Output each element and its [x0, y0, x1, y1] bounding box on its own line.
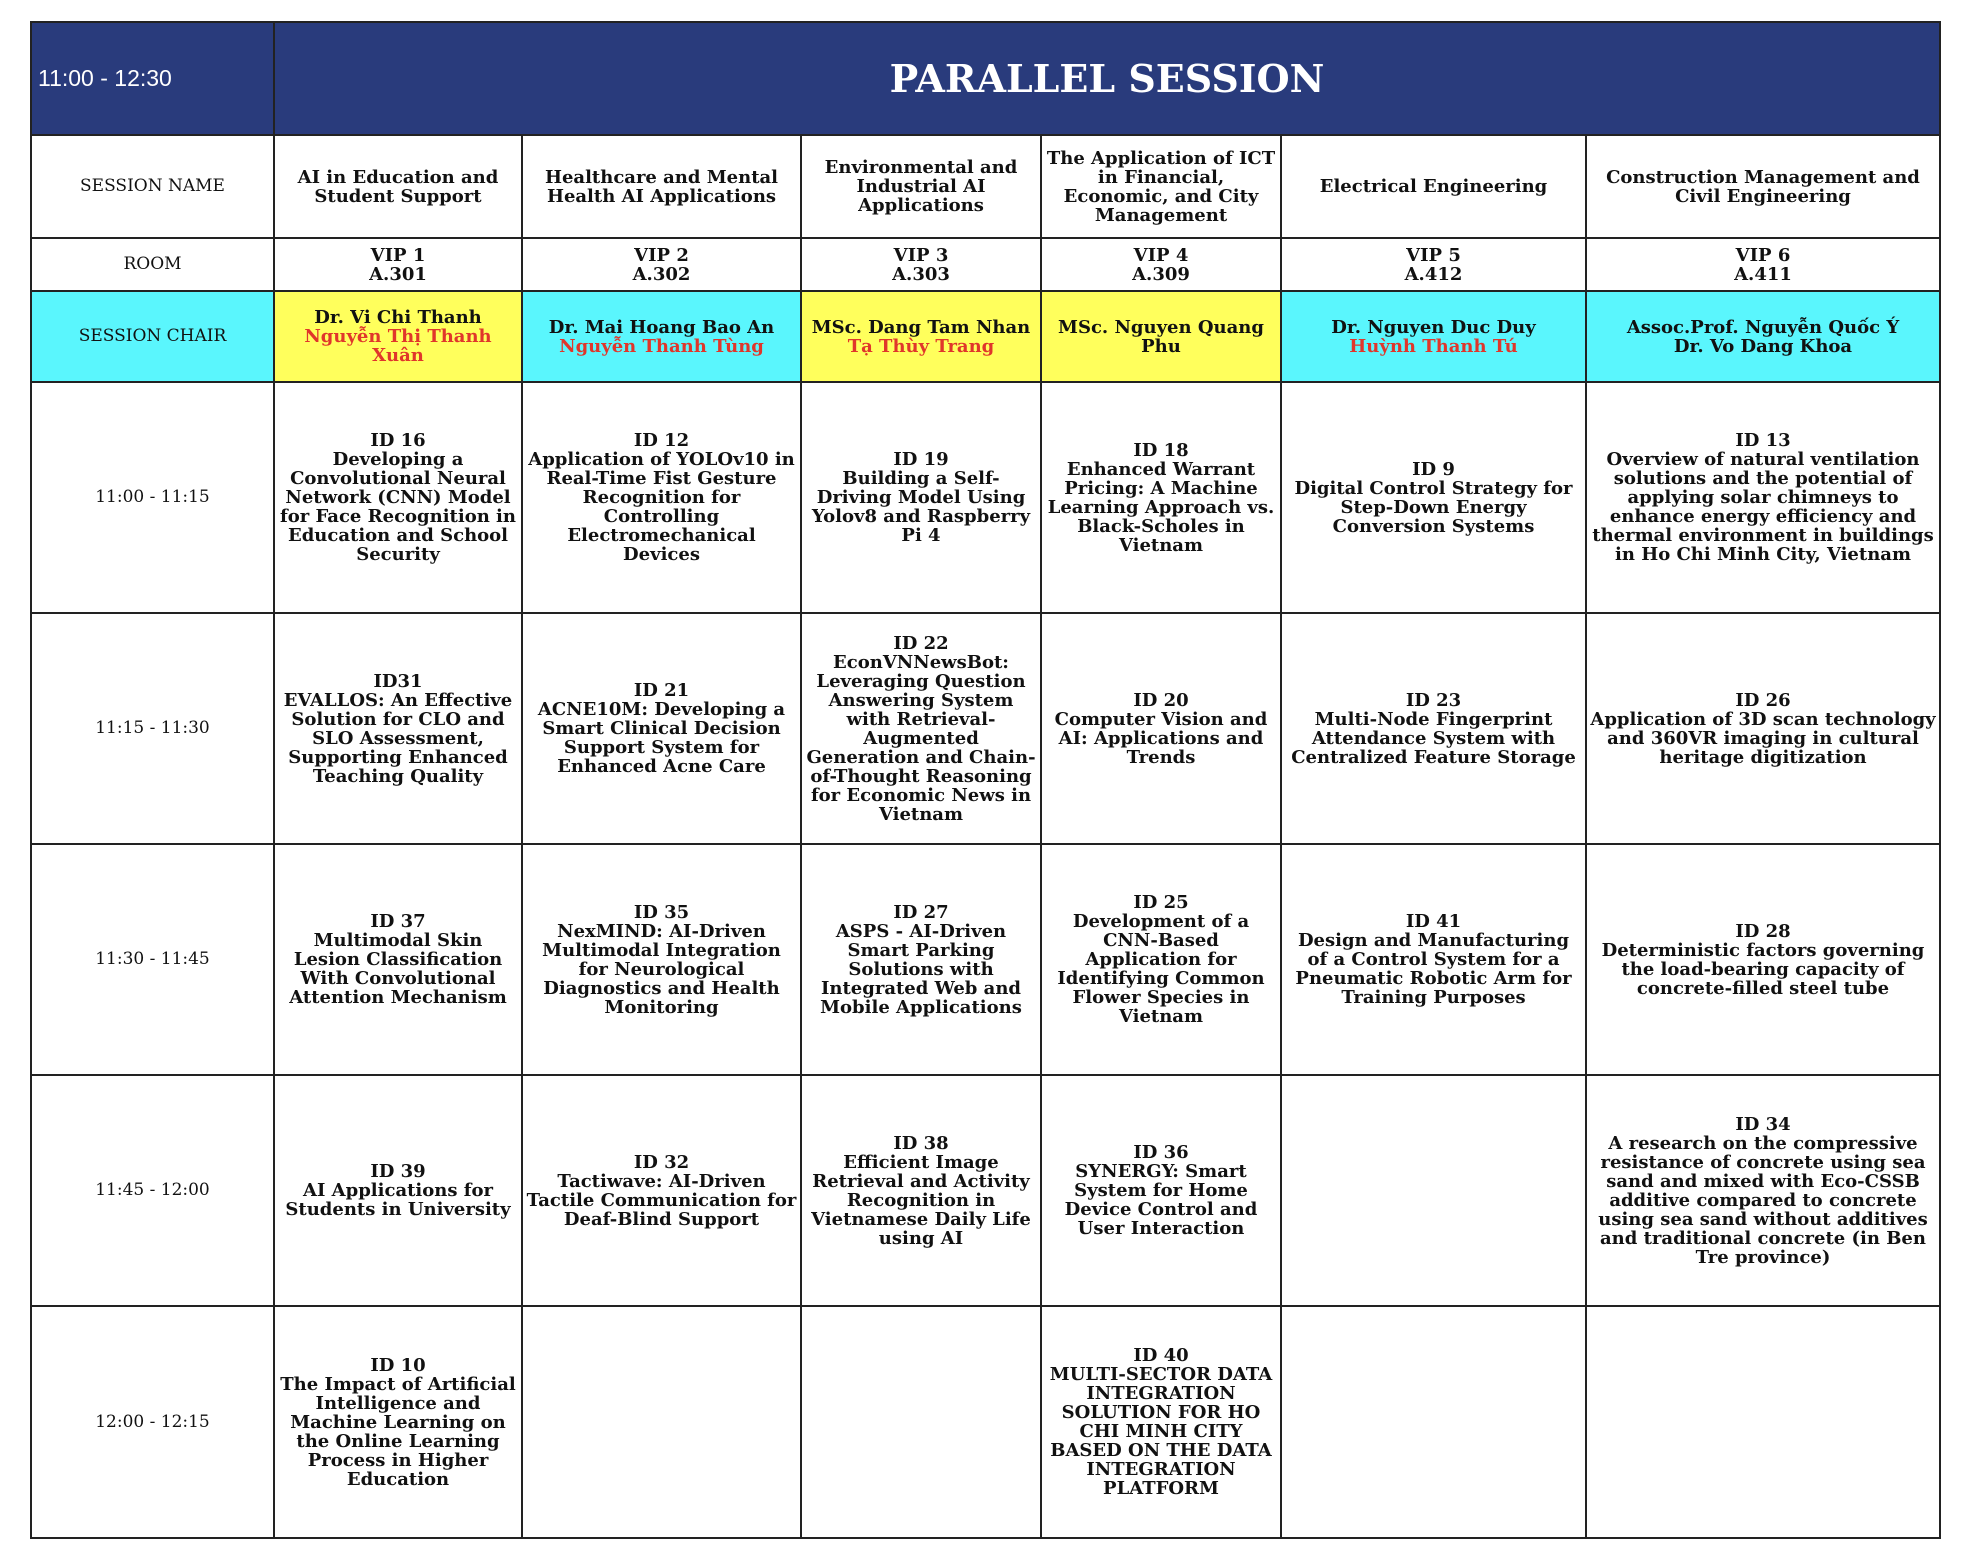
row-label-room: ROOM [31, 238, 274, 291]
time-slot-label: 11:30 - 11:45 [31, 844, 274, 1075]
talk-cell: ID31 EVALLOS: An Effective Solution for CLO and SLO Assessment, Supporting Enhanced Teaching Quality [274, 613, 522, 844]
room-code: VIP 1 [370, 244, 426, 266]
talk-cell: ID 28 Deterministic factors governing the load-bearing capacity of concrete-filled steel tube [1586, 844, 1940, 1075]
talk-cell: ID 37 Multimodal Skin Lesion Classification With Convolutional Attention Mechanism [274, 844, 522, 1075]
talk-cell: ID 32 Tactiwave: AI-Driven Tactile Communication for Deaf-Blind Support [522, 1075, 801, 1306]
room-code: VIP 3 [893, 244, 949, 266]
session-name-row [31, 135, 1940, 238]
talk-cell: ID 10 The Impact of Artificial Intelligence and Machine Learning on the Online Learning Process in Higher Education [274, 1306, 522, 1538]
chair-primary: Dr. Mai Hoang Bao An [548, 316, 775, 338]
talk-cell: ID 20 Computer Vision and AI: Applications and Trends [1041, 613, 1281, 844]
talk-cell: ID 27 ASPS - AI-Driven Smart Parking Solutions with Integrated Web and Mobile Applications [801, 844, 1041, 1075]
room-cell [1586, 238, 1940, 291]
talk-cell: ID 21 ACNE10M: Developing a Smart Clinical Decision Support System for Enhanced Acne Care [522, 613, 801, 844]
chair-primary: MSc. Nguyen Quang Phu [1058, 316, 1264, 357]
room-number: A.411 [1734, 263, 1792, 285]
talk-cell: ID 16 Developing a Convolutional Neural Network (CNN) Model for Face Recognition in Education and School Security [274, 382, 522, 613]
time-slot-label: 11:00 - 11:15 [31, 382, 274, 613]
talk-cell: ID 9 Digital Control Strategy for Step-Down Energy Conversion Systems [1281, 382, 1586, 613]
page-title: PARALLEL SESSION [274, 22, 1940, 135]
chair-secondary: Nguyễn Thanh Tùng [559, 335, 764, 357]
talk-cell: ID 13 Overview of natural ventilation solutions and the potential of applying solar chimneys to enhance energy efficiency and thermal environment in buildings in Ho Chi Minh City, Vietnam [1586, 382, 1940, 613]
talk-cell: ID 34 A research on the compressive resistance of concrete using sea sand and mixed with Eco-CSSB additive compared to concrete using sea sand without additives and traditional concrete (in Ben Tre province) [1586, 1075, 1940, 1306]
chair-primary: Dr. Vi Chi Thanh [314, 307, 482, 328]
room-code: VIP 4 [1133, 244, 1189, 266]
chair-primary: Dr. Vo Dang Khoa [1673, 335, 1853, 357]
row-label-session-name: SESSION NAME [31, 135, 274, 238]
chair-primary: Assoc.Prof. Nguyễn Quốc Ý [1626, 316, 1900, 338]
room-code: VIP 5 [1406, 244, 1461, 266]
room-cell [274, 238, 522, 291]
session-chair-row [31, 291, 1940, 382]
session-name: AI in Education and Student Support [274, 135, 522, 238]
header-row [31, 22, 1940, 135]
chair-cell [274, 291, 522, 382]
chair-cell [1586, 291, 1940, 382]
talk-cell: ID 40 MULTI-SECTOR DATA INTEGRATION SOLUTION FOR HO CHI MINH CITY BASED ON THE DATA INTEGRATION PLATFORM [1041, 1306, 1281, 1538]
chair-cell [1281, 291, 1586, 382]
room-number: A.309 [1132, 263, 1190, 285]
talk-cell: ID 39 AI Applications for Students in University [274, 1075, 522, 1306]
talk-cell [801, 1306, 1041, 1538]
time-slot-row [31, 1306, 1940, 1538]
talk-cell: ID 12 Application of YOLOv10 in Real-Time Fist Gesture Recognition for Controlling Electromechanical Devices [522, 382, 801, 613]
time-slot-label: 12:00 - 12:15 [31, 1306, 274, 1538]
chair-secondary: Tạ Thùy Trang [847, 335, 995, 357]
chair-primary: Dr. Nguyen Duc Duy [1331, 316, 1536, 338]
chair-primary: MSc. Dang Tam Nhan [811, 316, 1031, 338]
talk-cell: ID 36 SYNERGY: Smart System for Home Device Control and User Interaction [1041, 1075, 1281, 1306]
session-name: The Application of ICT in Financial, Economic, and City Management [1041, 135, 1281, 238]
talk-cell: ID 23 Multi-Node Fingerprint Attendance System with Centralized Feature Storage [1281, 613, 1586, 844]
parallel-session-schedule [30, 21, 1941, 1539]
chair-secondary: Huỳnh Thanh Tú [1349, 335, 1518, 357]
room-number: A.301 [369, 263, 427, 285]
talk-cell [1281, 1075, 1586, 1306]
session-name: Electrical Engineering [1281, 135, 1586, 238]
talk-cell [1281, 1306, 1586, 1538]
session-name: Healthcare and Mental Health AI Applications [522, 135, 801, 238]
room-cell [1041, 238, 1281, 291]
time-slot-label: 11:45 - 12:00 [31, 1075, 274, 1306]
room-cell [522, 238, 801, 291]
chair-cell [801, 291, 1041, 382]
talk-cell: ID 26 Application of 3D scan technology and 360VR imaging in cultural heritage digitization [1586, 613, 1940, 844]
talk-cell: ID 25 Development of a CNN-Based Application for Identifying Common Flower Species in Vietnam [1041, 844, 1281, 1075]
room-row [31, 238, 1940, 291]
room-number: A.412 [1404, 263, 1463, 285]
time-slot-label: 11:15 - 11:30 [31, 613, 274, 844]
time-slot-row [31, 613, 1940, 844]
talk-cell: ID 38 Efficient Image Retrieval and Activity Recognition in Vietnamese Daily Life using AI [801, 1075, 1041, 1306]
room-cell [801, 238, 1041, 291]
talk-cell [522, 1306, 801, 1538]
talk-cell: ID 41 Design and Manufacturing of a Control System for a Pneumatic Robotic Arm for Training Purposes [1281, 844, 1586, 1075]
room-cell [1281, 238, 1586, 291]
row-label-session-chair: SESSION CHAIR [31, 291, 274, 382]
room-code: VIP 2 [634, 244, 689, 266]
session-name: Environmental and Industrial AI Applications [801, 135, 1041, 238]
session-time-range: 11:00 - 12:30 [31, 22, 274, 135]
time-slot-row [31, 844, 1940, 1075]
talk-cell: ID 18 Enhanced Warrant Pricing: A Machine Learning Approach vs. Black-Scholes in Vietnam [1041, 382, 1281, 613]
talk-cell [1586, 1306, 1940, 1538]
room-number: A.302 [632, 263, 691, 285]
chair-secondary: Nguyễn Thị Thanh Xuân [304, 326, 492, 366]
room-code: VIP 6 [1735, 244, 1791, 266]
talk-cell: ID 35 NexMIND: AI-Driven Multimodal Integration for Neurological Diagnostics and Health Monitoring [522, 844, 801, 1075]
chair-cell [1041, 291, 1281, 382]
session-name: Construction Management and Civil Engineering [1586, 135, 1940, 238]
time-slot-row [31, 1075, 1940, 1306]
time-slot-row [31, 382, 1940, 613]
talk-cell: ID 19 Building a Self-Driving Model Using Yolov8 and Raspberry Pi 4 [801, 382, 1041, 613]
room-number: A.303 [892, 263, 950, 285]
chair-cell [522, 291, 801, 382]
talk-cell: ID 22 EconVNNewsBot: Leveraging Question Answering System with Retrieval-Augmented Generation and Chain-of-Thought Reasoning for Economic News in Vietnam [801, 613, 1041, 844]
